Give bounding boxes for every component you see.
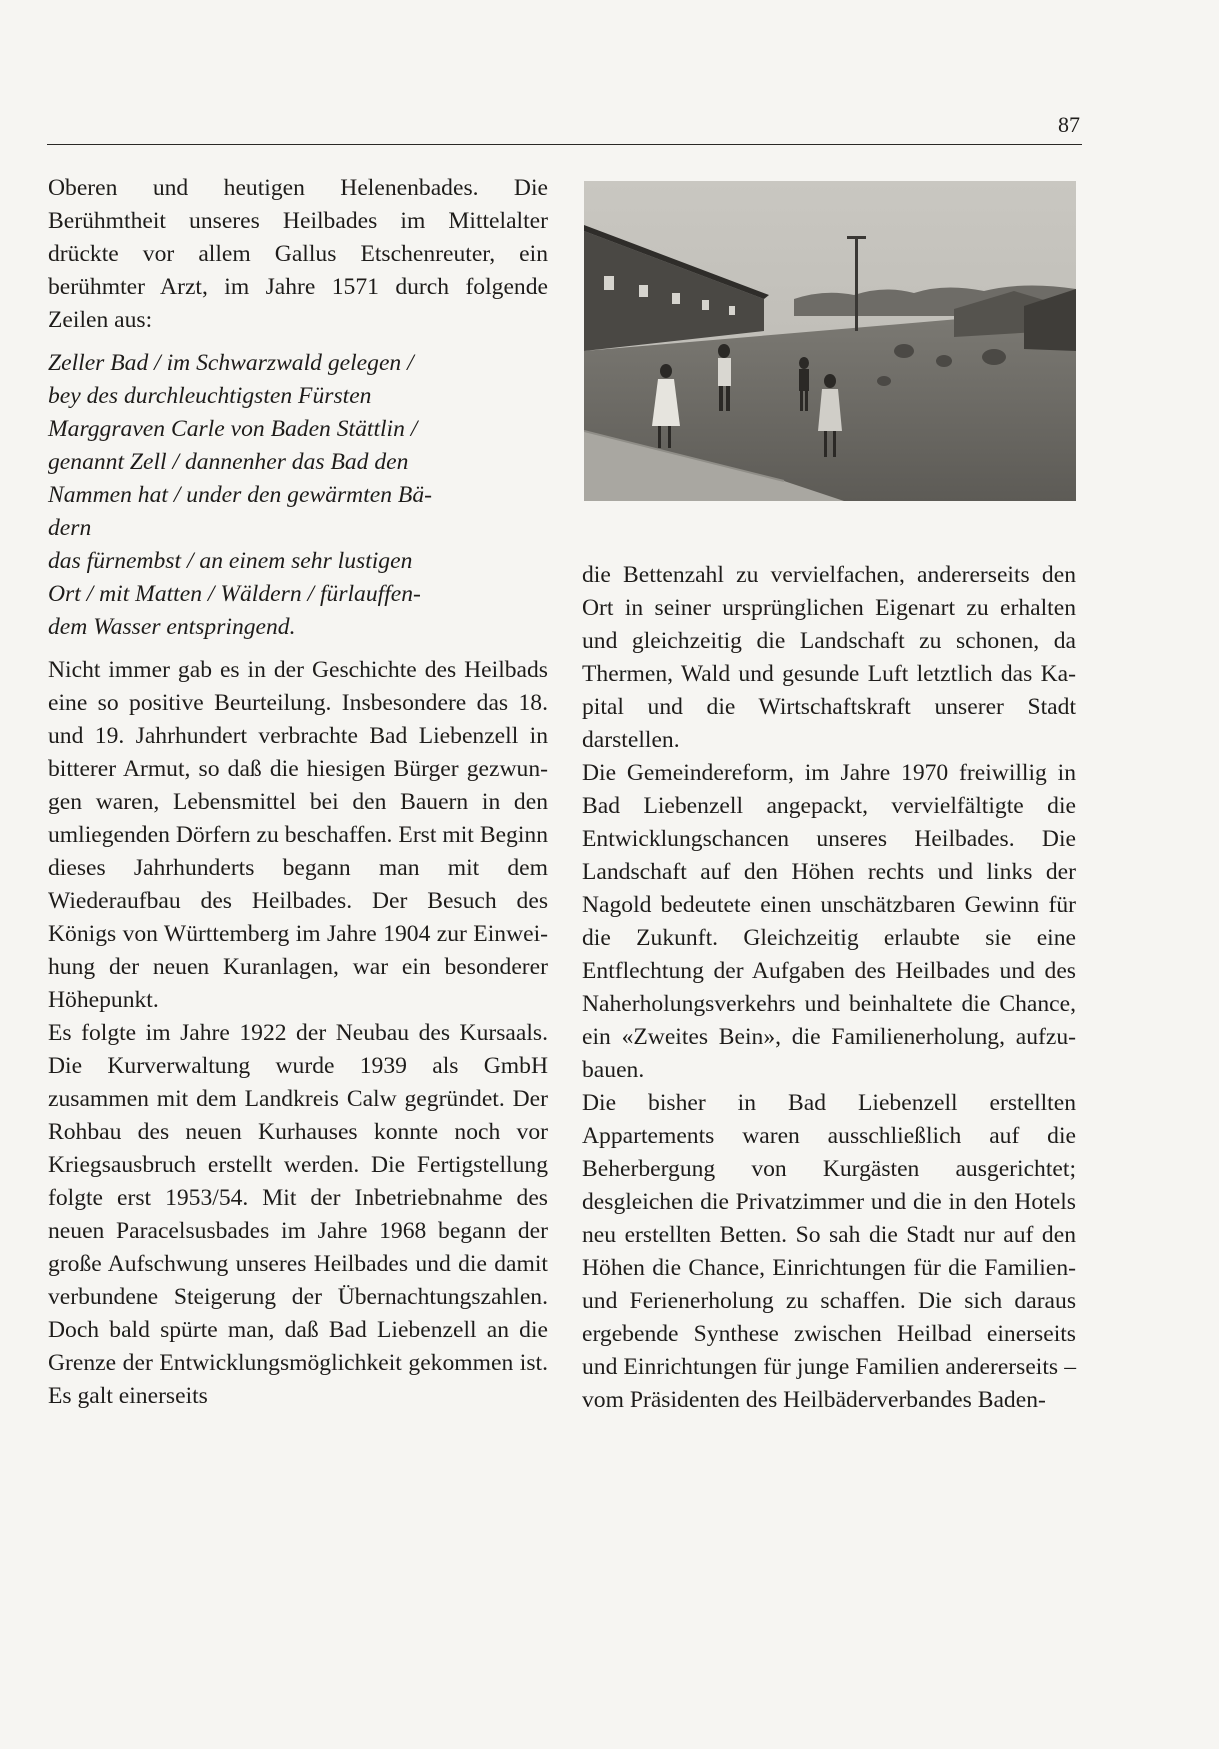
body-paragraph: Nicht immer gab es in der Geschichte des Heilbads eine so positive Beurteilung. Insbesondere das 18. und 19. Jahrhundert verbrachte Bad Liebenzell in bitterer Armut, so daß die hiesigen Bürger gezwungen waren, Lebensmittel bei den Bauern in den umliegenden Dörfern zu beschaffen. Erst mit Beginn dieses Jahrhunderts begann man mit dem Wiederaufbau des Heilbades. Der Besuch des Königs von Württemberg im Jahre 1904 zur Einweihung der neuen Kuranlagen, war ein besonderer Höhepunkt.: [48, 657, 548, 1013]
quote-line: Marggraven Carle von Baden Stättlin /: [48, 416, 418, 442]
body-paragraph: Die bisher in Bad Liebenzell erstellten Appartements waren ausschließlich auf die Beherbergung von Kurgästen ausgerichtet; desgleichen die Privatzimmer und die in den Hotels neu erstellten Betten. So sah die Stadt nur auf den Höhen die Chance, Einrichtungen für die Familien- und Ferienerholung zu schaffen. Die sich daraus ergebende Synthese zwischen Heilbad einerseits und Einrichtungen für junge Familien andererseits – vom Präsidenten des Heilbäderverbandes Baden-: [582, 1090, 1076, 1413]
quote-line: Zeller Bad / im Schwarzwald gelegen /: [48, 350, 414, 376]
header-rule: [47, 144, 1082, 145]
quote-line: Ort / mit Matten / Wäldern / fürlauffen-: [48, 581, 421, 607]
quote-line: Nammen hat / under den gewärmten Bä-: [48, 482, 432, 508]
body-paragraph: Die Gemeindereform, im Jahre 1970 freiwillig in Bad Liebenzell angepackt, vervielfältigte die Entwicklungschancen unseres Heilbades. Die Landschaft auf den Höhen rechts und links der Nagold bedeutete einen unschätzbaren Gewinn für die Zukunft. Gleichzeitig erlaubte sie eine Entflechtung der Aufgaben des Heilbades und des Naherholungsverkehrs und beinhaltete die Chance, ein «Zweites Bein», die Familienerholung, aufzubauen.: [582, 760, 1076, 1083]
intro-paragraph: Oberen und heutigen Helenenbades. Die Berühmtheit unseres Heilbades im Mittelalter drückte vor allem Gallus Etschenreuter, ein berühmter Arzt, im Jahre 1571 durch folgende Zeilen aus:: [48, 175, 548, 333]
quote-line: dern: [48, 515, 92, 541]
quote-line: genannt Zell / dannenher das Bad den: [48, 449, 409, 475]
quote-line: dem Wasser entspringend.: [48, 614, 296, 640]
quote-line: bey des durchleuchtigsten Fürsten: [48, 383, 372, 409]
body-paragraph: die Bettenzahl zu vervielfachen, andererseits den Ort in seiner ursprünglichen Eigenart zu erhalten und gleichzeitig die Landschaft zu schonen, da Thermen, Wald und gesunde Luft letztlich das Kapital und die Wirtschaftskraft unserer Stadt darstellen.: [582, 562, 1076, 753]
left-column: [48, 172, 548, 1423]
page-number: 87: [1058, 112, 1080, 137]
historical-quote: [48, 347, 548, 644]
photograph: [584, 181, 1076, 501]
body-paragraph: Es folgte im Jahre 1922 der Neubau des Kursaals. Die Kurverwaltung wurde 1939 als GmbH zusammen mit dem Landkreis Calw gegründet. Der Rohbau des neuen Kurhauses konnte noch vor Kriegsausbruch erstellt werden. Die Fertigstellung folgte erst 1953/54. Mit der Inbetriebnahme des neuen Paracelsusbades im Jahre 1968 begann der große Aufschwung unseres Heilbades und die damit verbundene Steigerung der Übernachtungszahlen. Doch bald spürte man, daß Bad Liebenzell an die Grenze der Entwicklungsmöglichkeit gekommen ist. Es galt einerseits: [48, 1020, 548, 1409]
quote-line: das fürnembst / an einem sehr lustigen: [48, 548, 413, 574]
right-column: [582, 559, 1076, 1427]
